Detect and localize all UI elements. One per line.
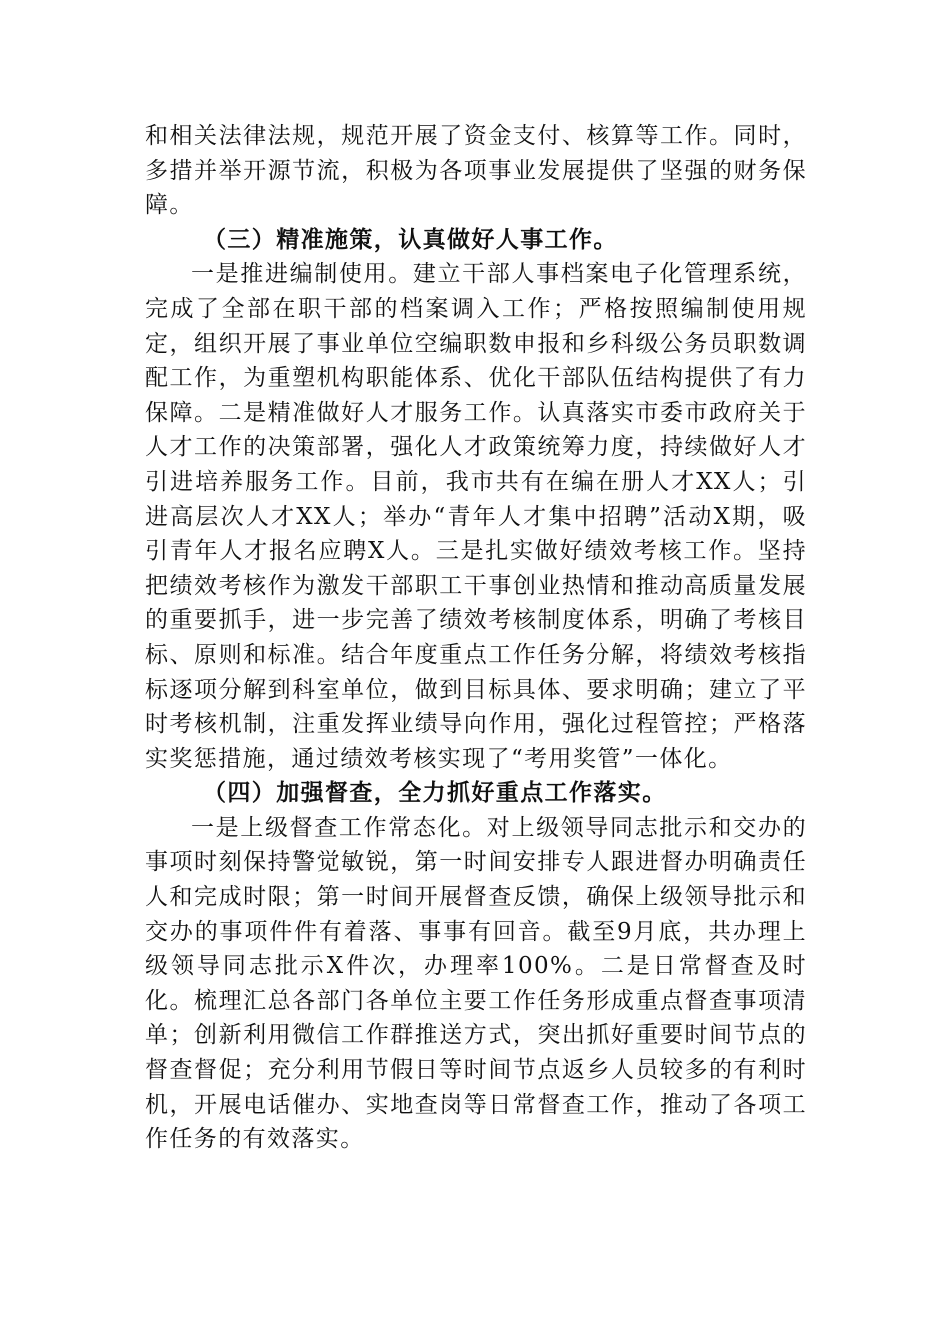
section-heading-supervision: （四）加强督查，全力抓好重点工作落实。 [203, 779, 667, 807]
paragraph-supervision: 一是上级督查工作常态化。对上级领导同志批示和交办的事项时刻保持警觉敏锐，第一时间安排专人跟进督办明确责任人和完成时限；第一时间开展督查反馈，确保上级领导批示和交办的事项件件有着落、事事有回音。截至9月底，共办理上级领导同志批示X件次，办理率100%。二是日常督查及时化。梳理汇总各部门各单位主要工作任务形成重点督查事项清单；创新利用微信工作群推送方式，突出抓好重要时间节点的督查督促；充分利用节假日等时间节点返乡人员较多的有利时机，开展电话催办、实地查岗等日常督查工作，推动了各项工作任务的有效落实。 [145, 814, 807, 1153]
paragraph-finance-continued: 和相关法律法规，规范开展了资金支付、核算等工作。同时，多措并举开源节流，积极为各项事业发展提供了坚强的财务保障。 [145, 123, 807, 219]
document-body [145, 119, 807, 1157]
paragraph-personnel: 一是推进编制使用。建立干部人事档案电子化管理系统，完成了全部在职干部的档案调入工作；严格按照编制使用规定，组织开展了事业单位空编职数申报和乡科级公务员职数调配工作，为重塑机构职能体系、优化干部队伍结构提供了有力保障。二是精准做好人才服务工作。认真落实市委市政府关于人才工作的决策部署，强化人才政策统筹力度，持续做好人才引进培养服务工作。目前，我市共有在编在册人才XX人；引进高层次人才XX人；举办“青年人才集中招聘”活动X期，吸引青年人才报名应聘X人。三是扎实做好绩效考核工作。坚持把绩效考核作为激发干部职工干事创业热情和推动高质量发展的重要抓手，进一步完善了绩效考核制度体系，明确了考核目标、原则和标准。结合年度重点工作任务分解，将绩效考核指标逐项分解到科室单位，做到目标具体、要求明确；建立了平时考核机制，注重发挥业绩导向作用，强化过程管控；严格落实奖惩措施，通过绩效考核实现了“考用奖管”一体化。 [145, 261, 807, 772]
section-heading-personnel: （三）精准施策，认真做好人事工作。 [203, 225, 618, 253]
